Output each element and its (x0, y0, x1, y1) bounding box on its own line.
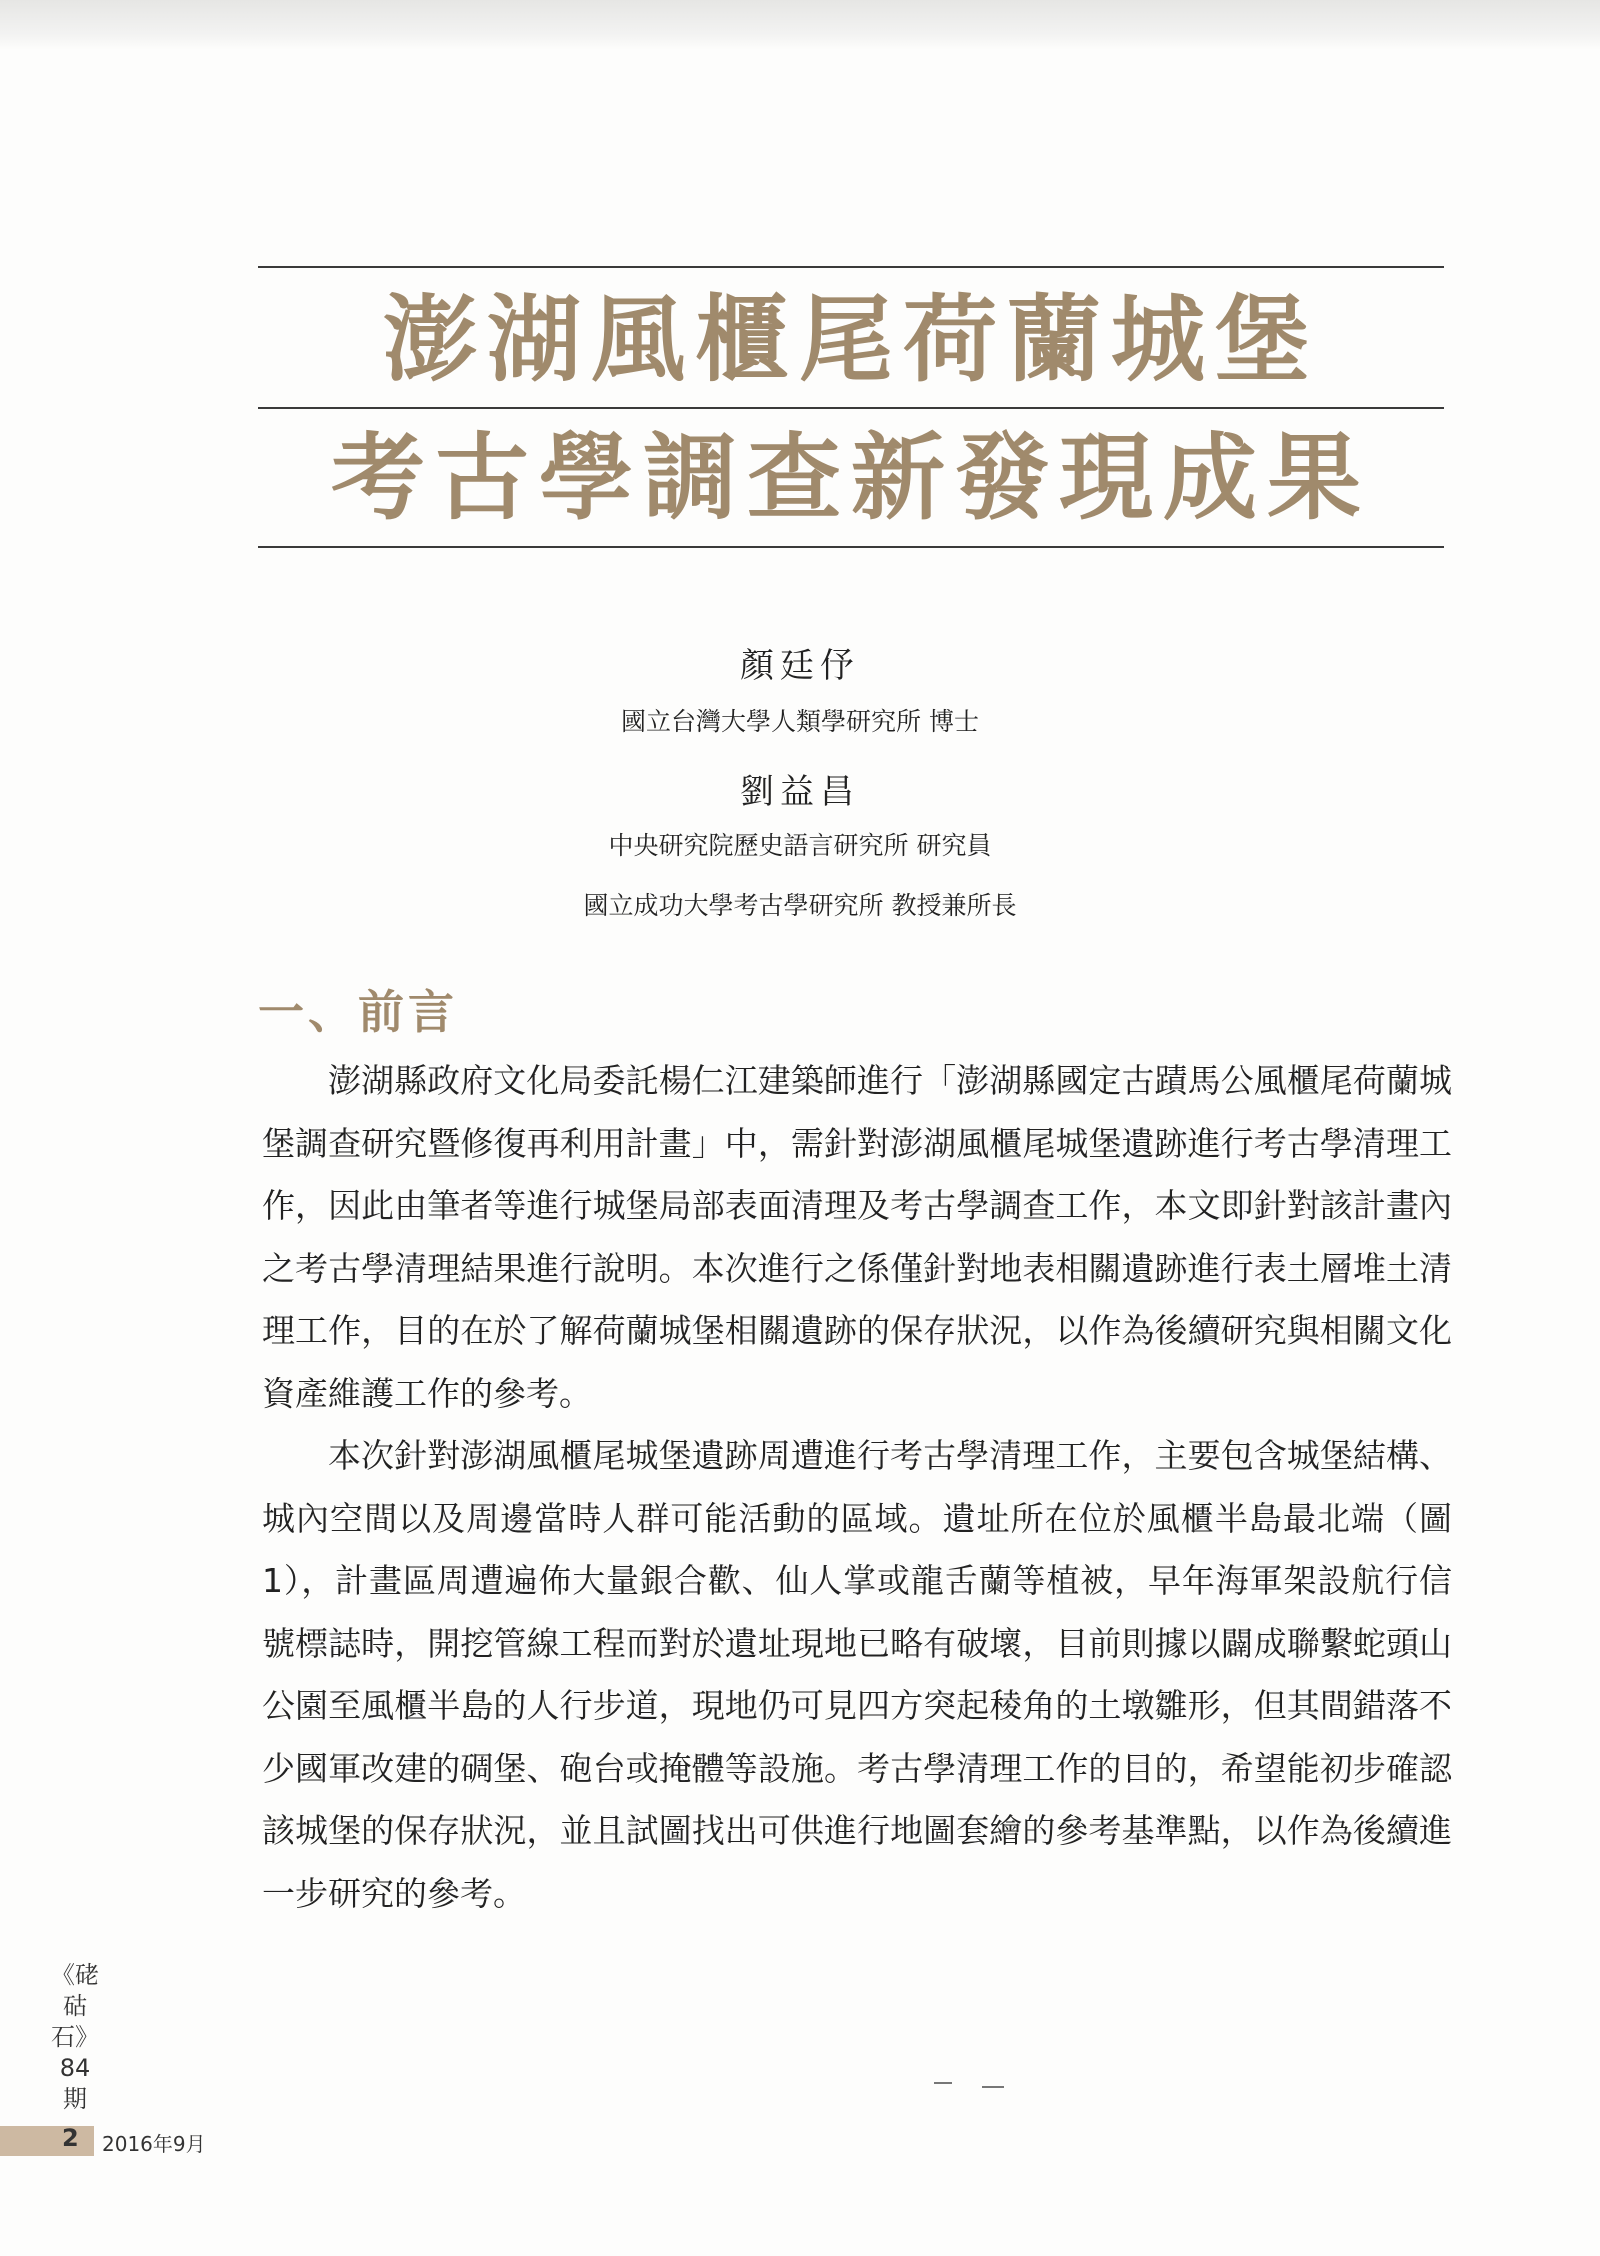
author-affiliation: 中央研究院歷史語言研究所 研究員 (608, 831, 992, 860)
body-text (262, 1050, 1452, 1925)
title-rule-top (258, 266, 1444, 268)
title-rule-bottom (258, 546, 1444, 548)
page-number-tab (0, 2126, 94, 2156)
section-heading: 一、前言 (258, 985, 458, 1039)
scan-speck (982, 2086, 1004, 2088)
author-affiliation: 國立成功大學考古學研究所 教授兼所長 (583, 891, 1017, 920)
journal-name: 《硓𥑮石》84期 (51, 1961, 99, 2113)
issue-date: 2016年9月 (102, 2132, 206, 2156)
scan-top-shadow (0, 0, 1600, 50)
scan-speck (934, 2082, 952, 2084)
page-number: 2 (62, 2124, 79, 2152)
paragraph: 澎湖縣政府文化局委託楊仁江建築師進行「澎湖縣國定古蹟馬公風櫃尾荷蘭城堡調查研究暨修復再利用計畫」中，需針對澎湖風櫃尾城堡遺跡進行考古學清理工作，因此由筆者等進行城堡局部表面清理及考古學調查工作，本文即針對該計畫內之考古學清理結果進行說明。本次進行之係僅針對地表相關遺跡進行表土層堆土清理工作，目的在於了解荷蘭城堡相關遺跡的保存狀況，以作為後續研究與相關文化資產維護工作的參考。 (262, 1061, 1452, 1413)
author-name: 劉益昌 (740, 772, 860, 812)
paragraph: 本次針對澎湖風櫃尾城堡遺跡周遭進行考古學清理工作，主要包含城堡結構、城內空間以及周邊當時人群可能活動的區域。遺址所在位於風櫃半島最北端（圖1），計畫區周遭遍佈大量銀合歡、仙人掌或龍舌蘭等植被，早年海軍架設航行信號標誌時，開挖管線工程而對於遺址現地已略有破壞，目前則據以闢成聯繫蛇頭山公園至風櫃半島的人行步道，現地仍可見四方突起稜角的土墩雛形，但其間錯落不少國軍改建的碉堡、砲台或掩體等設施。考古學清理工作的目的，希望能初步確認該城堡的保存狀況，並且試圖找出可供進行地圖套繪的參考基準點，以作為後續進一步研究的參考。 (262, 1436, 1452, 1913)
article-title-line-2: 考古學調查新發現成果 (330, 423, 1371, 533)
article-title-line-1: 澎湖風櫃尾荷蘭城堡 (382, 285, 1319, 395)
author-affiliation: 國立台灣大學人類學研究所 博士 (621, 707, 979, 736)
author-name: 顏廷伃 (740, 646, 860, 686)
title-rule-middle (258, 407, 1444, 409)
